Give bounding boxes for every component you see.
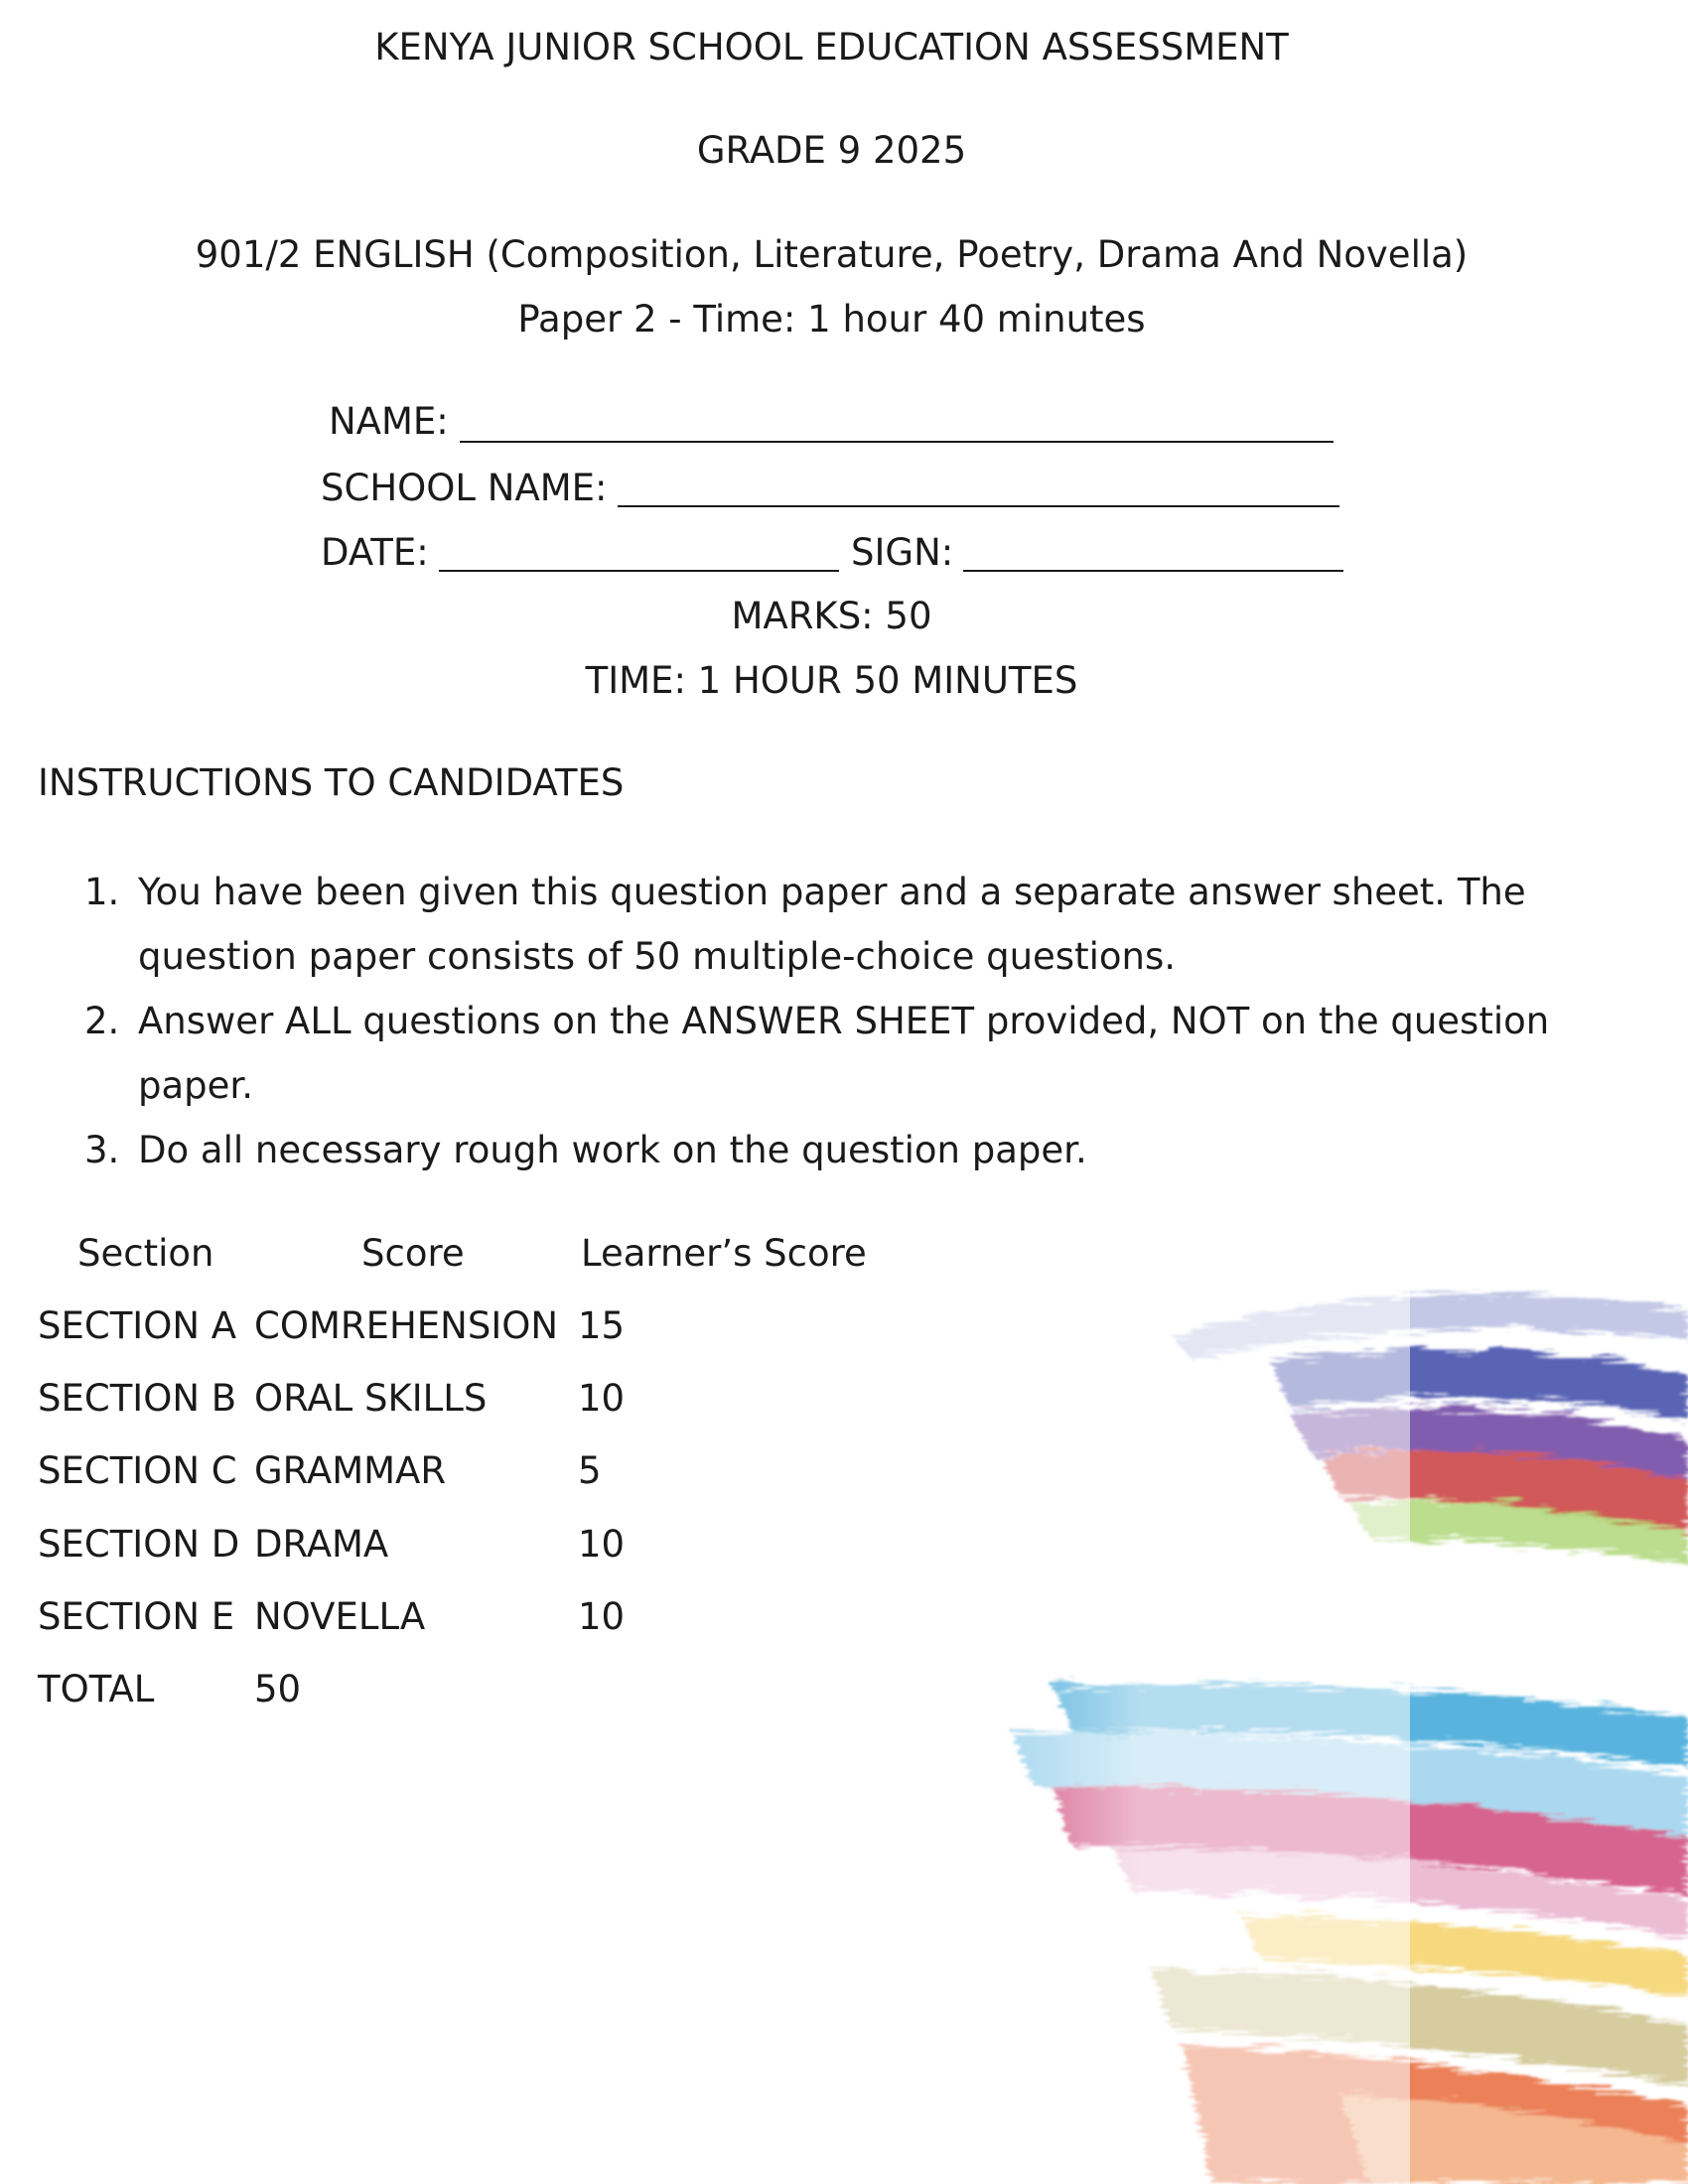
- school-name-label: SCHOOL NAME:: [321, 467, 608, 509]
- row-section-label: SECTION C: [38, 1449, 237, 1492]
- row-section-name: DRAMA: [254, 1523, 389, 1566]
- date-label: DATE:: [321, 531, 429, 574]
- instructions-list: [84, 860, 1574, 1182]
- instruction-text: You have been given this question paper and a separate answer sheet. The question paper consists of 50 multiple-choice questions.: [138, 871, 1526, 978]
- instructions-heading: INSTRUCTIONS TO CANDIDATES: [38, 761, 625, 804]
- name-label: NAME:: [329, 400, 449, 443]
- row-section-name: NOVELLA: [254, 1595, 426, 1638]
- total-marks: MARKS: 50: [731, 595, 932, 637]
- instruction-item: [84, 989, 1574, 1118]
- paper-time: Paper 2 - Time: 1 hour 40 minutes: [517, 298, 1146, 341]
- name-field[interactable]: [460, 441, 1334, 443]
- row-section-name: COMREHENSION: [254, 1304, 559, 1347]
- row-score: 10: [578, 1377, 626, 1420]
- header-score: Score: [361, 1232, 465, 1275]
- total-label: TOTAL: [38, 1668, 155, 1710]
- row-score: 15: [578, 1304, 626, 1347]
- header-section: Section: [77, 1232, 214, 1275]
- exam-time: TIME: 1 HOUR 50 MINUTES: [585, 659, 1078, 702]
- instruction-text: Answer ALL questions on the ANSWER SHEET provided, NOT on the question paper.: [138, 1000, 1550, 1107]
- instruction-text: Do all necessary rough work on the question paper.: [138, 1129, 1087, 1171]
- sign-label: SIGN:: [851, 531, 954, 574]
- instruction-number: 3.: [84, 1129, 120, 1171]
- date-field[interactable]: [439, 570, 839, 572]
- row-section-label: SECTION D: [38, 1523, 240, 1566]
- header-learners-score: Learner’s Score: [581, 1232, 867, 1275]
- row-section-label: SECTION E: [38, 1595, 235, 1638]
- row-section-label: SECTION A: [38, 1304, 237, 1347]
- instruction-number: 1.: [84, 871, 120, 913]
- school-name-field[interactable]: [618, 505, 1339, 507]
- subject-title: 901/2 ENGLISH (Composition, Literature, Poetry, Drama And Novella): [195, 233, 1469, 276]
- row-section-label: SECTION B: [38, 1377, 237, 1420]
- row-section-name: ORAL SKILLS: [254, 1377, 488, 1420]
- instruction-number: 2.: [84, 1000, 120, 1042]
- row-score: 10: [578, 1523, 626, 1566]
- row-score: 5: [578, 1449, 602, 1492]
- grade-year: GRADE 9 2025: [696, 129, 967, 172]
- total-value: 50: [254, 1668, 302, 1710]
- row-section-name: GRAMMAR: [254, 1449, 447, 1492]
- exam-body-title: KENYA JUNIOR SCHOOL EDUCATION ASSESSMENT: [374, 26, 1289, 68]
- instruction-item: [84, 1118, 1574, 1182]
- sign-field[interactable]: [963, 570, 1343, 572]
- row-score: 10: [578, 1595, 626, 1638]
- instruction-item: [84, 860, 1574, 989]
